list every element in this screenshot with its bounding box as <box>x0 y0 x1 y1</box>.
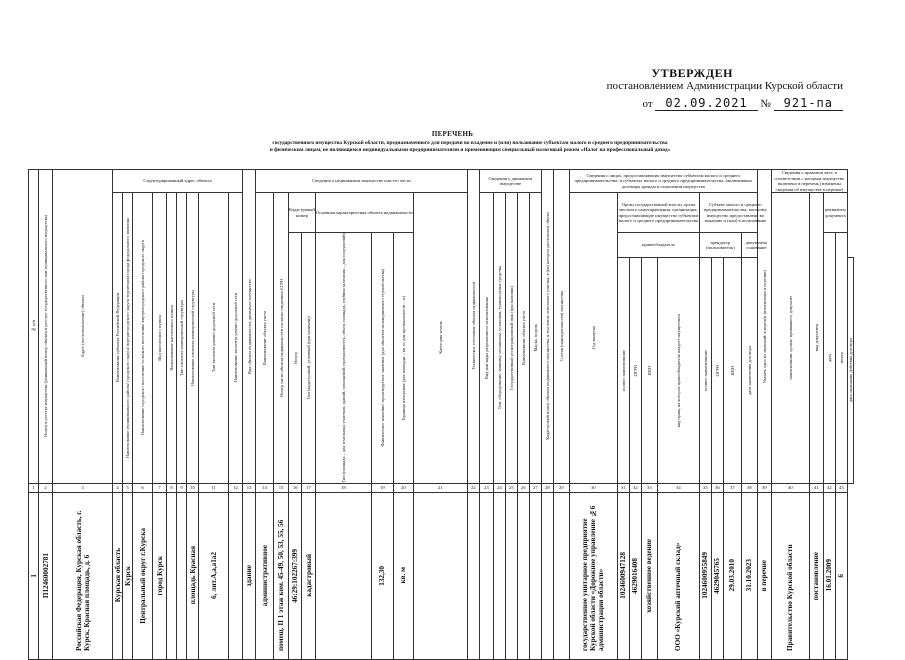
col-number: 39 <box>757 483 771 492</box>
cell-unit: кв. м <box>399 567 408 584</box>
col-egrn-part: Номер части объекта недвижимости согласно сведениям ЕГРН <box>278 278 284 397</box>
col-char-value: Фактическое значение/ проектируемое значение (для объектов незавершенного строительства) <box>379 268 385 447</box>
approved-by: постановлением Администрации Курской области <box>606 80 843 92</box>
col-number: 41 <box>809 483 823 492</box>
cell-registry-number: П12460002781 <box>41 553 50 599</box>
col-doc-kind: вид документа <box>813 324 819 352</box>
cell-part: помещ. II 1 этаж ком. 45-49, 50, 53, 55, 56 <box>277 519 285 651</box>
col-number: 32 <box>629 483 641 492</box>
group-basic-characteristic: Основная характеристика объекта недвижимости <box>315 193 413 233</box>
col-locality-name: Наименование населенного пункта <box>169 304 174 371</box>
cell-holder-ogrn: 1024600947128 <box>619 552 628 599</box>
col-number: 9 <box>177 483 187 492</box>
cell-address: Российская Федерация, Курская область, г. Курск, Красная площадь, д. 6 <box>74 510 91 651</box>
col-number: 10 <box>187 483 199 492</box>
group-legal-act: Сведения о правовом акте, в соответствии с которым имущество включено в перечень (изменены сведения об имуществе в перечне) <box>771 170 847 193</box>
col-number: 27 <box>529 483 541 492</box>
col-composition: Состав (принадлежности) имущества <box>558 291 564 362</box>
col-number: 1 <box>29 483 39 492</box>
col-contract-start: дата заключения договора <box>746 345 752 395</box>
col-number: 20 <box>393 483 413 492</box>
group-structured-address: Структурированный адрес объекта <box>113 170 243 193</box>
col-model: Марка, модель <box>532 324 538 352</box>
col-number: 7 <box>153 483 167 492</box>
group-provider-organ: Орган государственной власти, орган местного самоуправления, организация, предоставляющие имущество субъектам малого и среднего предпринимательства <box>617 193 699 233</box>
col-number: 3 <box>53 483 113 492</box>
col-planning-type: Тип элемента планировочной структуры <box>179 299 184 376</box>
col-number: 19 <box>371 483 393 492</box>
approval-date-line <box>642 96 843 110</box>
col-object-name: Наименование объекта учета <box>262 310 267 365</box>
col-land-category: Категория земель <box>437 321 443 355</box>
cell-holder-name: государственное унитарное предприятие Курской области «Дорожное управление №6 администрации области» <box>581 505 606 651</box>
col-number: 34 <box>657 483 699 492</box>
col-movable-name: Наименование объекта учета <box>520 310 526 365</box>
group-cadastral-number: Кадастровый номер <box>289 193 316 233</box>
col-permitted-use: Вид или виды разрешенного использования <box>483 296 489 379</box>
col-address: Адрес (местоположение) объекта <box>80 295 85 358</box>
col-tech-state: Техническое состояние объекта недвижимости <box>470 282 476 371</box>
cell-holder-right: хозяйственное ведение <box>645 538 654 613</box>
col-holder-ogrn: ОГРН <box>632 364 638 376</box>
col-contract-end: дата окончания действия договора <box>847 338 853 403</box>
cell-status: в перечне <box>760 559 769 592</box>
cell-name: административное <box>260 544 269 607</box>
cell-n: 1 <box>29 573 38 578</box>
col-year: Год выпуска <box>590 326 596 350</box>
col-number: 11 <box>199 483 229 492</box>
col-number: 26 <box>517 483 529 492</box>
col-number: 24 <box>493 483 505 492</box>
col-street-type: Тип элемента улично-дорожной сети <box>211 303 216 373</box>
col-unit: Единица измерения (для площади – кв. м; для протяженности – м) <box>400 295 406 421</box>
cell-house: 6, лит.А,а,а1а2 <box>209 552 218 600</box>
cell-street: площадь Красная <box>188 546 197 605</box>
group-sme: Субъект малого и среднего предпринимательства, которому имущество предоставлено во владение и (или) в пользование <box>699 193 771 233</box>
number-label: № <box>760 98 771 110</box>
col-number: 35 <box>699 483 711 492</box>
group-holder: правообладатель <box>617 233 699 258</box>
group-movable: Сведения о движимом имуществе <box>479 170 541 193</box>
col-planning-name: Наименование элемента планировочной структуры <box>190 289 195 386</box>
col-reg-plate: Государственный регистрационный знак (при наличии) <box>508 285 514 390</box>
cell-district: Курск <box>123 565 132 586</box>
cell-date-start: 29.03.2010 <box>728 559 737 592</box>
col-number: 5 <box>123 483 133 492</box>
col-locality-kind: Вид населенного пункта <box>157 314 162 361</box>
col-cadtype: Тип (кадастровый, условный (при наличии)) <box>306 316 312 400</box>
col-number: 18 <box>315 483 371 492</box>
col-holder-inn: ИНН <box>646 365 652 376</box>
cell-tenant-inn: 4629045765 <box>713 557 722 594</box>
col-movable-type: Тип: оборудование, машины, механизмы, установки, транспортные средства <box>496 266 502 410</box>
col-authority: наименование органа, принявшего документ <box>787 296 793 380</box>
col-number: 6 <box>133 483 153 492</box>
col-municipal-district: Наименование муниципального района/ городского округа/ внутригородского округа территории города федерального значения <box>125 217 130 458</box>
cell-city: город Курск <box>155 555 164 596</box>
cell-subject: Курская область <box>113 548 122 603</box>
col-tenant-inn: ИНН <box>729 365 735 376</box>
cell-tenant-name: ООО «Курский аптечный склад» <box>674 542 683 651</box>
cell-okrug: Центральный округ г.Курска <box>138 527 147 624</box>
cell-cadnum: 46:29:102267:399 <box>291 548 300 603</box>
col-number: 4 <box>113 483 123 492</box>
cell-authority: Правительство Курской области <box>786 544 795 651</box>
cell-cadtype: кадастровый <box>304 554 313 597</box>
cell-kind: здание <box>245 564 253 587</box>
cell-holder-inn: 4629016408 <box>631 557 640 594</box>
cell-doc-type: постановление <box>812 551 821 600</box>
col-number: 12 <box>229 483 243 492</box>
group-tenant: арендатор (пользователь) <box>699 233 741 258</box>
col-registry-number: Номер в реестре имущества (уникальный номер объекта в реестре государственного или муниципального имущества) <box>43 215 48 438</box>
col-number: 15 <box>274 483 289 492</box>
col-number: 43 <box>835 483 847 492</box>
col-number: 2 <box>39 483 53 492</box>
col-char-type: Тип (площадь – для земельных участков, зданий, помещений; протяженность, объем, площадь, глубина залегания – для сооружений) <box>340 233 346 483</box>
col-number: 21 <box>413 483 467 492</box>
approval-date: 02.09.2021 <box>655 96 757 111</box>
col-holder-name: полное наименование <box>620 349 626 391</box>
col-settlement: Наименование городского поселения/ сельского поселения/ внутригородского района городского округа <box>140 240 145 436</box>
col-number: 42 <box>823 483 835 492</box>
col-doc-date: дата <box>826 353 832 362</box>
col-number: 8 <box>167 483 177 492</box>
cell-doc-no: 6 <box>837 573 846 578</box>
col-number: 31 <box>617 483 629 492</box>
col-number: 29 <box>553 483 569 492</box>
col-holder-right: вид права, на котором правообладатель владеет имуществом <box>675 313 681 427</box>
approved-label: УТВЕРЖДЕН <box>651 66 733 80</box>
col-number: 37 <box>723 483 741 492</box>
col-n: № п/п <box>31 320 36 333</box>
cell-area: 132,30 <box>378 565 387 586</box>
col-number: 16 <box>289 483 302 492</box>
col-number: 23 <box>479 483 493 492</box>
col-object-kind: Вид объекта недвижимости; движимое имущество <box>246 278 252 374</box>
col-cadnum: Номер <box>292 351 298 364</box>
col-number: 30 <box>569 483 617 492</box>
approval-number: 921-па <box>774 96 843 111</box>
property-list-table <box>28 169 854 660</box>
document-title: ПЕРЕЧЕНЬ <box>431 130 474 138</box>
group-doc-requisites: реквизиты документа <box>823 193 847 233</box>
col-number: 25 <box>505 483 517 492</box>
col-doc-number: номер <box>838 352 844 364</box>
col-subject: Наименование субъекта Российской Федерации <box>115 293 120 383</box>
col-status: Указать одно из значений: в перечне (изменениях в перечни) <box>761 269 767 383</box>
document-subtitle-1: государственного имущества Курской области, предназначенного для передачи во владение и (или) пользование субъектам малого и среднего предпринимательства <box>272 140 668 146</box>
col-parcel-cadnum: Кадастровый номер объекта недвижимого имущества, в том числе земельного участка, в (на) котором расположен объект <box>544 212 550 441</box>
cell-date-end: 31.10.2023 <box>745 559 754 592</box>
col-number: 28 <box>541 483 553 492</box>
group-rights: Сведения о лицах, предоставляющих имущество субъектам малого и среднего предпринимательства, и субъектах малого и среднего предпринимательства, заключивших договоры аренды в отношении имущества <box>569 170 757 193</box>
col-number: 22 <box>467 483 479 492</box>
col-street-name-house: Наименование элемента улично-дорожной сети <box>233 293 238 383</box>
col-tenant-name: полное наименование <box>702 349 708 391</box>
col-number: 36 <box>711 483 723 492</box>
col-number: 38 <box>741 483 757 492</box>
from-label: от <box>642 98 653 110</box>
cell-doc-date: 16.01.2009 <box>825 559 834 592</box>
col-number: 17 <box>302 483 315 492</box>
col-number: 33 <box>641 483 657 492</box>
document-subtitle-2: и физическим лицам, не являющимся индивидуальными предпринимателями и применяющим специальный налоговый режим «Налог на профессиональный доход» <box>269 147 671 153</box>
group-realty: Сведения о недвижимом имуществе или его части <box>256 170 468 193</box>
col-number: 13 <box>243 483 256 492</box>
group-docs: документы основание <box>741 233 771 258</box>
col-number: 40 <box>771 483 809 492</box>
col-number: 14 <box>256 483 274 492</box>
cell-tenant-ogrn: 1024600955849 <box>701 552 710 599</box>
col-tenant-ogrn: ОГРН <box>714 364 720 376</box>
